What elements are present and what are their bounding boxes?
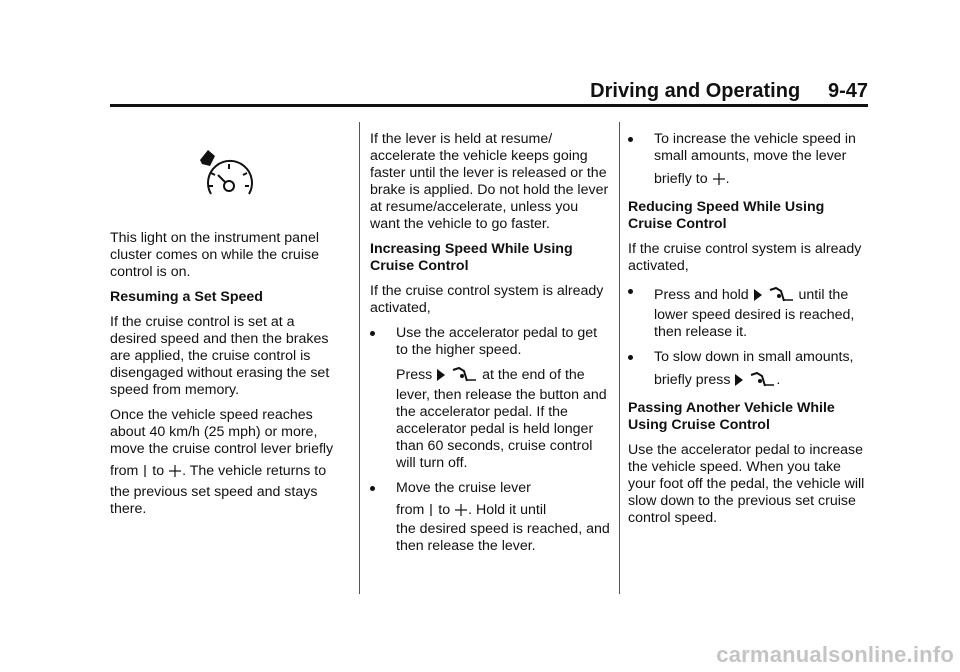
page-title: Driving and Operating 9-47	[590, 80, 868, 102]
page-header	[110, 80, 868, 104]
paragraph: the previous set speed and stays there.	[110, 484, 318, 517]
subheading-resuming-set-speed: Resuming a Set Speed	[110, 289, 263, 305]
arrow-right-icon	[734, 373, 744, 387]
paragraph: If the cruise control system is already activated,	[370, 283, 604, 316]
lever-up-icon	[454, 503, 468, 517]
column-divider-2	[619, 122, 620, 594]
lever-up-icon	[712, 172, 726, 186]
column-1	[110, 126, 342, 526]
arrow-right-icon	[753, 288, 763, 302]
watermark: carmanualsonline.info	[716, 642, 954, 667]
list-item: To slow down in small amounts, briefly press .	[628, 349, 868, 392]
cruise-control-light-icon	[198, 146, 260, 208]
lever-down-icon	[142, 464, 148, 478]
subheading-increasing-speed: Increasing Speed While Using Cruise Control	[370, 241, 573, 274]
column-3	[628, 131, 868, 535]
paragraph: If the cruise control system is already activated,	[628, 241, 862, 274]
paragraph: If the cruise control is set at a desired speed and then the brakes are applied, the cruise control is disengaged without erasing the set speed from memory.	[110, 314, 330, 398]
paragraph: Use the accelerator pedal to increase the vehicle speed. When you take your foot off the pedal, the vehicle will slow down to the previous set cruise control speed.	[628, 442, 865, 526]
paragraph: If the lever is held at resume/ accelerate the vehicle keeps going faster until the lever is released or the brake is applied. Do not hold the lever at resume/accelerate, unless you want the vehicle to go faster.	[370, 131, 609, 232]
bullet-icon	[370, 486, 375, 491]
list-item: To increase the vehicle speed in small amounts, move the lever briefly to .	[628, 131, 868, 191]
lever-up-icon	[168, 464, 182, 478]
paragraph-with-icons: from to . The vehicle returns to	[110, 463, 327, 479]
paragraph: This light on the instrument panel cluster comes on while the cruise control is on.	[110, 230, 319, 280]
list-item: Press and hold until the lower speed desired is reached, then release it.	[628, 283, 868, 341]
subheading-passing-vehicle: Passing Another Vehicle While Using Cruise Control	[628, 400, 835, 433]
bullet-icon	[628, 289, 633, 294]
cruise-set-icon	[450, 366, 478, 384]
column-2	[370, 131, 610, 563]
bullet-icon	[628, 355, 633, 360]
lever-down-icon	[428, 503, 434, 517]
bullet-icon	[370, 331, 375, 336]
bullet-icon	[628, 137, 633, 142]
list-item: Use the accelerator pedal to get to the higher speed. Press at the end of the lever, then release the button and the accelerator pedal. If the accelerator pedal is held longer than 60 seconds, cruise control will turn off.	[370, 325, 610, 472]
column-divider-1	[359, 122, 360, 594]
cruise-set-icon	[748, 371, 776, 389]
paragraph: Once the vehicle speed reaches about 40 km/h (25 mph) or more, move the cruise control lever briefly	[110, 407, 334, 457]
cruise-set-icon	[767, 286, 795, 304]
arrow-right-icon	[436, 368, 446, 382]
list-item: Move the cruise lever from to . Hold it until the desired speed is reached, and then release the lever.	[370, 480, 610, 555]
header-rule	[110, 104, 868, 107]
subheading-reducing-speed: Reducing Speed While Using Cruise Control	[628, 199, 825, 232]
